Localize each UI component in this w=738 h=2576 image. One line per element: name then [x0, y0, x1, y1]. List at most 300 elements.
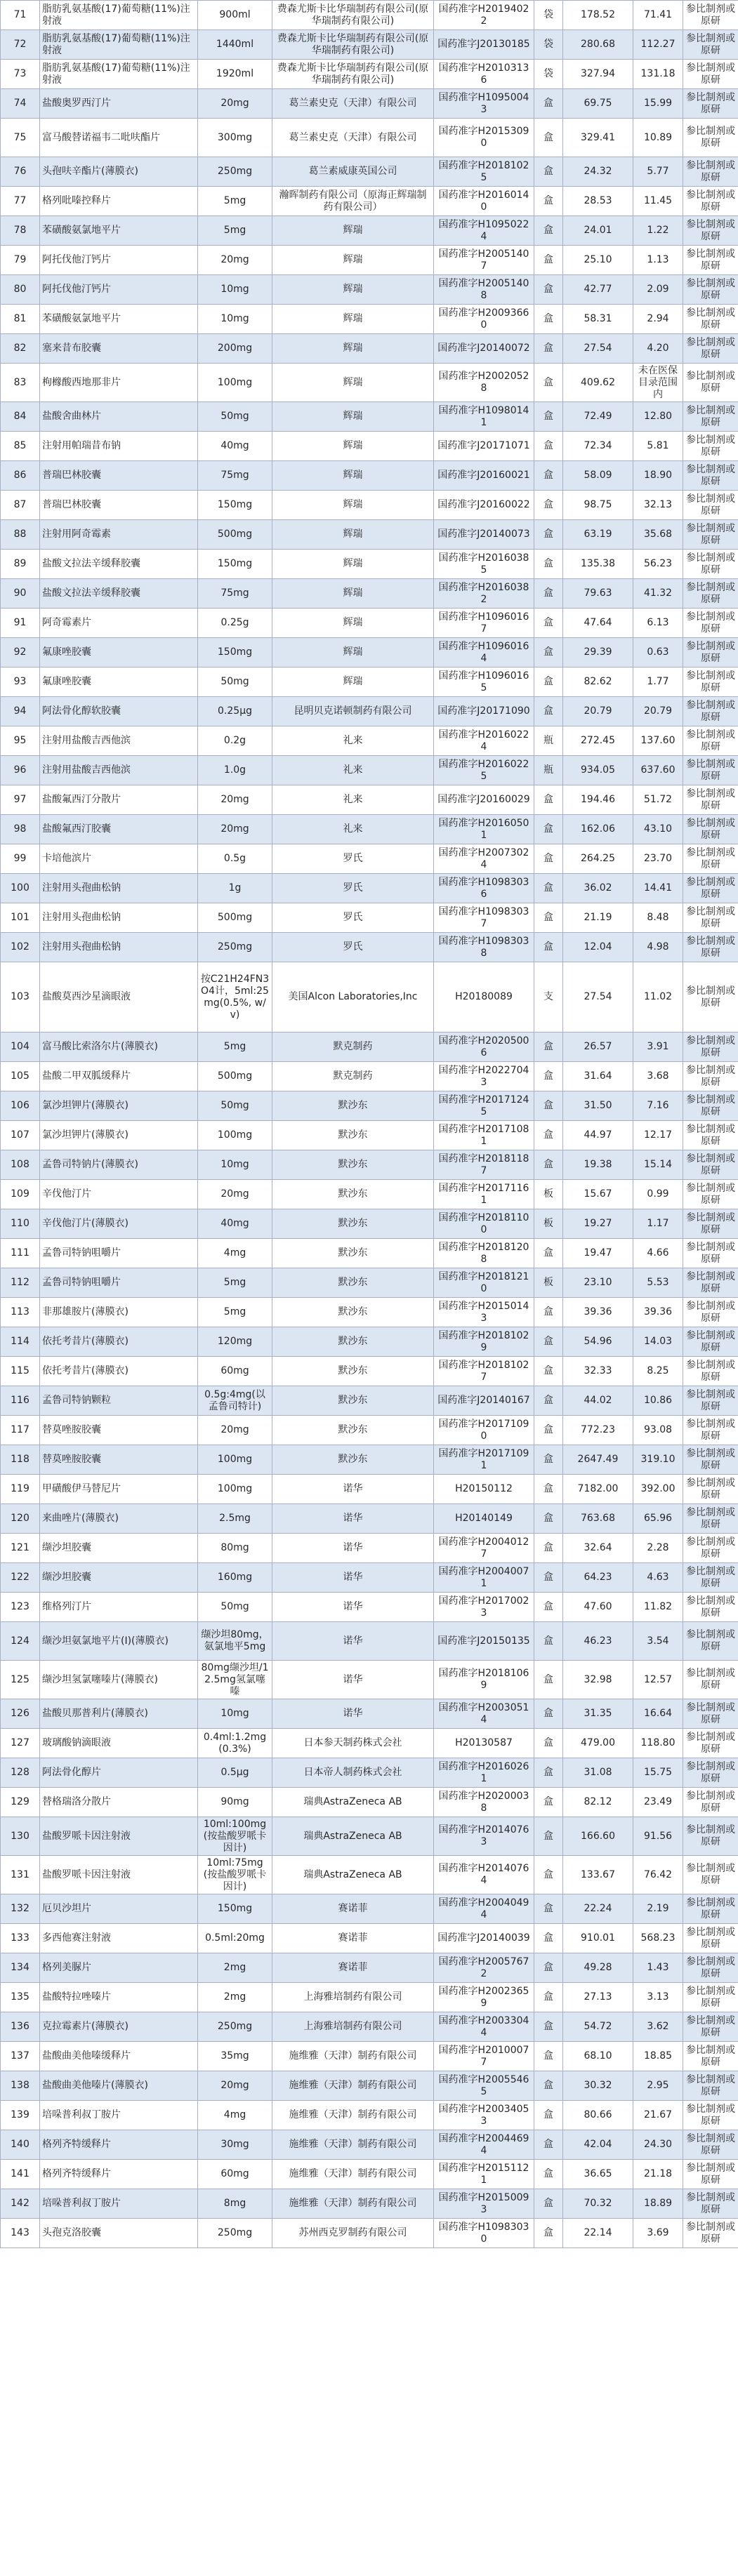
- manufacturer-cell: 施维雅（天津）制药有限公司: [272, 2160, 434, 2189]
- note-cell: 参比制剂或原研: [683, 1239, 738, 1268]
- approval-number-cell: 国药准字H20181210: [434, 1268, 534, 1298]
- table-row: [1, 1758, 738, 1788]
- drug-name-cell: 富马酸比索洛尔片(薄膜衣): [40, 1033, 198, 1062]
- price-cell: 568.23: [633, 1924, 683, 1953]
- unit-cell: 板: [534, 1268, 563, 1298]
- approval-number-cell: 国药准字H20181187: [434, 1150, 534, 1180]
- spec-cell: 100mg: [198, 364, 272, 402]
- price-cell: 19.27: [563, 1209, 633, 1239]
- drug-name-cell: 盐酸曲美他嗪缓释片: [40, 2042, 198, 2071]
- approval-number-cell: 国药准字H20051407: [434, 246, 534, 275]
- approval-number-cell: 国药准字H20181029: [434, 1327, 534, 1357]
- table-row: [1, 785, 738, 815]
- drug-name-cell: 缬沙坦胶囊: [40, 1534, 198, 1563]
- note-cell: 参比制剂或原研: [683, 1924, 738, 1953]
- unit-cell: 盒: [534, 638, 563, 668]
- index-cell: 98: [1, 815, 40, 844]
- price-cell: 118.80: [633, 1729, 683, 1758]
- index-cell: 101: [1, 903, 40, 933]
- note-cell: 参比制剂或原研: [683, 305, 738, 334]
- approval-number-cell: 国药准字H20181208: [434, 1239, 534, 1268]
- index-cell: 114: [1, 1327, 40, 1357]
- spec-cell: 120mg: [198, 1327, 272, 1357]
- manufacturer-cell: 日本参天制药株式会社: [272, 1729, 434, 1758]
- price-cell: 68.10: [563, 2042, 633, 2071]
- note-cell: 参比制剂或原研: [683, 1593, 738, 1622]
- price-cell: 32.64: [563, 1534, 633, 1563]
- price-cell: 28.53: [563, 187, 633, 216]
- approval-number-cell: 国药准字H10983038: [434, 933, 534, 962]
- spec-cell: 150mg: [198, 550, 272, 579]
- spec-cell: 100mg: [198, 1475, 272, 1504]
- drug-name-cell: 多西他赛注射液: [40, 1924, 198, 1953]
- drug-name-cell: 盐酸文拉法辛缓释胶囊: [40, 550, 198, 579]
- index-cell: 95: [1, 726, 40, 756]
- price-cell: 135.38: [563, 550, 633, 579]
- manufacturer-cell: 诺华: [272, 1534, 434, 1563]
- price-cell: 22.24: [563, 1894, 633, 1924]
- drug-name-cell: 卡培他滨片: [40, 844, 198, 874]
- spec-cell: 2mg: [198, 1953, 272, 1983]
- manufacturer-cell: 辉瑞: [272, 216, 434, 246]
- spec-cell: 5mg: [198, 1033, 272, 1062]
- unit-cell: 袋: [534, 30, 563, 60]
- drug-name-cell: 脂肪乳氨基酸(17)葡萄糖(11%)注射液: [40, 30, 198, 60]
- approval-number-cell: 国药准字J20171090: [434, 697, 534, 726]
- index-cell: 90: [1, 579, 40, 609]
- manufacturer-cell: 罗氏: [272, 874, 434, 903]
- drug-name-cell: 培哚普利叔丁胺片: [40, 2101, 198, 2130]
- note-cell: 参比制剂或原研: [683, 2042, 738, 2071]
- table-row: [1, 1445, 738, 1475]
- approval-number-cell: 国药准字H10983030: [434, 2219, 534, 2248]
- note-cell: 参比制剂或原研: [683, 520, 738, 550]
- table-row: [1, 157, 738, 187]
- unit-cell: 盒: [534, 2130, 563, 2160]
- drug-name-cell: 盐酸曲美他嗪片(薄膜衣): [40, 2071, 198, 2101]
- unit-cell: 盒: [534, 1699, 563, 1729]
- manufacturer-cell: 诺华: [272, 1661, 434, 1699]
- table-body: [1, 1, 738, 2248]
- manufacturer-cell: 昆明贝克诺顿制药有限公司: [272, 697, 434, 726]
- approval-number-cell: 国药准字H20150093: [434, 2189, 534, 2219]
- unit-cell: 盒: [534, 1924, 563, 1953]
- index-cell: 115: [1, 1357, 40, 1386]
- price-cell: 3.62: [633, 2012, 683, 2042]
- manufacturer-cell: 默沙东: [272, 1150, 434, 1180]
- price-cell: 280.68: [563, 30, 633, 60]
- table-row: [1, 2101, 738, 2130]
- note-cell: 参比制剂或原研: [683, 1788, 738, 1817]
- price-cell: 11.02: [633, 962, 683, 1033]
- approval-number-cell: 国药准字H10983036: [434, 874, 534, 903]
- table-row: [1, 1416, 738, 1445]
- approval-number-cell: H20130587: [434, 1729, 534, 1758]
- index-cell: 93: [1, 668, 40, 697]
- approval-number-cell: 国药准字H20181027: [434, 1357, 534, 1386]
- spec-cell: 80mg: [198, 1534, 272, 1563]
- approval-number-cell: 国药准字H20181069: [434, 1661, 534, 1699]
- note-cell: 参比制剂或原研: [683, 461, 738, 491]
- note-cell: 参比制剂或原研: [683, 402, 738, 432]
- drug-name-cell: 玻璃酸钠滴眼液: [40, 1729, 198, 1758]
- approval-number-cell: 国药准字H20200038: [434, 1788, 534, 1817]
- approval-number-cell: 国药准字H20160140: [434, 187, 534, 216]
- table-row: [1, 1817, 738, 1856]
- spec-cell: 60mg: [198, 2160, 272, 2189]
- manufacturer-cell: 辉瑞: [272, 550, 434, 579]
- manufacturer-cell: 诺华: [272, 1699, 434, 1729]
- price-cell: 12.17: [633, 1121, 683, 1150]
- price-cell: 82.62: [563, 668, 633, 697]
- approval-number-cell: 国药准字J20130185: [434, 30, 534, 60]
- spec-cell: 50mg: [198, 402, 272, 432]
- index-cell: 86: [1, 461, 40, 491]
- unit-cell: 板: [534, 1180, 563, 1209]
- manufacturer-cell: 默沙东: [272, 1327, 434, 1357]
- spec-cell: 40mg: [198, 432, 272, 461]
- price-cell: 7.16: [633, 1091, 683, 1121]
- drug-name-cell: 克拉霉素片(薄膜衣): [40, 2012, 198, 2042]
- table-row: [1, 2160, 738, 2189]
- index-cell: 134: [1, 1953, 40, 1983]
- drug-name-cell: 格列吡嗪控释片: [40, 187, 198, 216]
- drug-name-cell: 缬沙坦氢氯噻嗪片(薄膜衣): [40, 1661, 198, 1699]
- spec-cell: 250mg: [198, 2012, 272, 2042]
- spec-cell: 0.5ml:20mg: [198, 1924, 272, 1953]
- manufacturer-cell: 罗氏: [272, 903, 434, 933]
- drug-name-cell: 头孢克洛胶囊: [40, 2219, 198, 2248]
- unit-cell: 盒: [534, 334, 563, 364]
- price-cell: 2.94: [633, 305, 683, 334]
- table-row: [1, 1983, 738, 2012]
- unit-cell: 盒: [534, 1856, 563, 1894]
- index-cell: 122: [1, 1563, 40, 1593]
- note-cell: 参比制剂或原研: [683, 1033, 738, 1062]
- index-cell: 99: [1, 844, 40, 874]
- price-cell: 44.02: [563, 1386, 633, 1416]
- manufacturer-cell: 费森尤斯卡比华瑞制药有限公司(原华瑞制药有限公司): [272, 30, 434, 60]
- unit-cell: 盒: [534, 1622, 563, 1661]
- price-cell: 0.99: [633, 1180, 683, 1209]
- spec-cell: 5mg: [198, 187, 272, 216]
- unit-cell: 盒: [534, 520, 563, 550]
- price-cell: 910.01: [563, 1924, 633, 1953]
- price-cell: 31.50: [563, 1091, 633, 1121]
- spec-cell: 0.5g:4mg(以孟鲁司特计): [198, 1386, 272, 1416]
- price-cell: 319.10: [633, 1445, 683, 1475]
- table-row: [1, 1386, 738, 1416]
- spec-cell: 200mg: [198, 334, 272, 364]
- manufacturer-cell: 诺华: [272, 1593, 434, 1622]
- unit-cell: 板: [534, 1209, 563, 1239]
- price-cell: 15.14: [633, 1150, 683, 1180]
- note-cell: 参比制剂或原研: [683, 246, 738, 275]
- approval-number-cell: H20180089: [434, 962, 534, 1033]
- spec-cell: 30mg: [198, 2130, 272, 2160]
- price-cell: 21.67: [633, 2101, 683, 2130]
- table-row: [1, 1953, 738, 1983]
- spec-cell: 4mg: [198, 2101, 272, 2130]
- approval-number-cell: 国药准字H20160501: [434, 815, 534, 844]
- drug-name-cell: 普瑞巴林胶囊: [40, 491, 198, 520]
- table-row: [1, 89, 738, 119]
- index-cell: 137: [1, 2042, 40, 2071]
- price-cell: 15.99: [633, 89, 683, 119]
- note-cell: 参比制剂或原研: [683, 2071, 738, 2101]
- table-row: [1, 2189, 738, 2219]
- table-row: [1, 815, 738, 844]
- unit-cell: 盒: [534, 1534, 563, 1563]
- drug-name-cell: 培哚普利叔丁胺片: [40, 2189, 198, 2219]
- spec-cell: 按C21H24FN3O4计，5ml:25mg(0.5%, w/v): [198, 962, 272, 1033]
- table-row: [1, 1062, 738, 1091]
- index-cell: 72: [1, 30, 40, 60]
- manufacturer-cell: 施维雅（天津）制药有限公司: [272, 2189, 434, 2219]
- table-row: [1, 1699, 738, 1729]
- approval-number-cell: 国药准字H20160224: [434, 726, 534, 756]
- price-cell: 5.81: [633, 432, 683, 461]
- drug-name-cell: 脂肪乳氨基酸(17)葡萄糖(11%)注射液: [40, 1, 198, 30]
- unit-cell: 盒: [534, 305, 563, 334]
- price-cell: 131.18: [633, 60, 683, 89]
- price-cell: 58.09: [563, 461, 633, 491]
- approval-number-cell: 国药准字H20153090: [434, 119, 534, 157]
- drug-name-cell: 甲磺酸伊马替尼片: [40, 1475, 198, 1504]
- price-cell: 23.70: [633, 844, 683, 874]
- manufacturer-cell: 默克制药: [272, 1033, 434, 1062]
- price-cell: 162.06: [563, 815, 633, 844]
- unit-cell: 盒: [534, 2101, 563, 2130]
- table-row: [1, 1327, 738, 1357]
- price-cell: 79.63: [563, 579, 633, 609]
- note-cell: 参比制剂或原研: [683, 2012, 738, 2042]
- unit-cell: 盒: [534, 815, 563, 844]
- price-cell: 19.38: [563, 1150, 633, 1180]
- unit-cell: 盒: [534, 1504, 563, 1534]
- index-cell: 108: [1, 1150, 40, 1180]
- price-cell: 27.54: [563, 334, 633, 364]
- price-cell: 31.64: [563, 1062, 633, 1091]
- manufacturer-cell: 辉瑞: [272, 275, 434, 305]
- drug-name-cell: 塞来昔布胶囊: [40, 334, 198, 364]
- unit-cell: 盒: [534, 275, 563, 305]
- manufacturer-cell: 日本帝人制药株式会社: [272, 1758, 434, 1788]
- price-cell: 7182.00: [563, 1475, 633, 1504]
- price-cell: 2.28: [633, 1534, 683, 1563]
- manufacturer-cell: 辉瑞: [272, 305, 434, 334]
- unit-cell: 瓶: [534, 756, 563, 785]
- drug-name-cell: 盐酸莫西沙星滴眼液: [40, 962, 198, 1033]
- index-cell: 92: [1, 638, 40, 668]
- drug-name-cell: 氯沙坦钾片(薄膜衣): [40, 1121, 198, 1150]
- approval-number-cell: 国药准字J20140072: [434, 334, 534, 364]
- note-cell: 参比制剂或原研: [683, 1563, 738, 1593]
- table-row: [1, 2071, 738, 2101]
- table-row: [1, 756, 738, 785]
- table-row: [1, 432, 738, 461]
- index-cell: 126: [1, 1699, 40, 1729]
- note-cell: 参比制剂或原研: [683, 1357, 738, 1386]
- table-row: [1, 364, 738, 402]
- drug-name-cell: 氟康唑胶囊: [40, 638, 198, 668]
- index-cell: 142: [1, 2189, 40, 2219]
- unit-cell: 盒: [534, 1661, 563, 1699]
- manufacturer-cell: 默沙东: [272, 1091, 434, 1121]
- note-cell: 参比制剂或原研: [683, 1416, 738, 1445]
- spec-cell: 4mg: [198, 1239, 272, 1268]
- price-cell: 4.66: [633, 1239, 683, 1268]
- price-cell: 42.04: [563, 2130, 633, 2160]
- index-cell: 141: [1, 2160, 40, 2189]
- note-cell: 参比制剂或原研: [683, 1209, 738, 1239]
- approval-number-cell: 国药准字H20040127: [434, 1534, 534, 1563]
- unit-cell: 盒: [534, 246, 563, 275]
- price-cell: 392.00: [633, 1475, 683, 1504]
- unit-cell: 盒: [534, 187, 563, 216]
- price-cell: 23.10: [563, 1268, 633, 1298]
- approval-number-cell: 国药准字H20057672: [434, 1953, 534, 1983]
- spec-cell: 250mg: [198, 933, 272, 962]
- index-cell: 128: [1, 1758, 40, 1788]
- approval-number-cell: 国药准字H20171245: [434, 1091, 534, 1121]
- table-row: [1, 60, 738, 89]
- spec-cell: 20mg: [198, 1180, 272, 1209]
- price-cell: 194.46: [563, 785, 633, 815]
- price-cell: 24.30: [633, 2130, 683, 2160]
- unit-cell: 盒: [534, 1121, 563, 1150]
- unit-cell: 盒: [534, 785, 563, 815]
- spec-cell: 150mg: [198, 491, 272, 520]
- index-cell: 83: [1, 364, 40, 402]
- spec-cell: 10mg: [198, 275, 272, 305]
- price-cell: 3.69: [633, 2219, 683, 2248]
- unit-cell: 盒: [534, 903, 563, 933]
- unit-cell: 盒: [534, 874, 563, 903]
- spec-cell: 20mg: [198, 785, 272, 815]
- price-cell: 32.98: [563, 1661, 633, 1699]
- spec-cell: 10mg: [198, 1150, 272, 1180]
- unit-cell: 盒: [534, 1593, 563, 1622]
- note-cell: 参比制剂或原研: [683, 1475, 738, 1504]
- approval-number-cell: 国药准字H10960165: [434, 668, 534, 697]
- unit-cell: 盒: [534, 1062, 563, 1091]
- drug-name-cell: 依托考昔片(薄膜衣): [40, 1357, 198, 1386]
- note-cell: 参比制剂或原研: [683, 1817, 738, 1856]
- table-row: [1, 30, 738, 60]
- manufacturer-cell: 诺华: [272, 1563, 434, 1593]
- manufacturer-cell: 默克制药: [272, 1062, 434, 1091]
- manufacturer-cell: 赛诺菲: [272, 1953, 434, 1983]
- spec-cell: 2.5mg: [198, 1504, 272, 1534]
- approval-number-cell: 国药准字H20160225: [434, 756, 534, 785]
- price-cell: 69.75: [563, 89, 633, 119]
- approval-number-cell: 国药准字J20140039: [434, 1924, 534, 1953]
- index-cell: 85: [1, 432, 40, 461]
- note-cell: 参比制剂或原研: [683, 2160, 738, 2189]
- unit-cell: 盒: [534, 157, 563, 187]
- index-cell: 116: [1, 1386, 40, 1416]
- note-cell: 参比制剂或原研: [683, 2101, 738, 2130]
- note-cell: 参比制剂或原研: [683, 1699, 738, 1729]
- approval-number-cell: 国药准字H20051408: [434, 275, 534, 305]
- manufacturer-cell: 礼来: [272, 815, 434, 844]
- price-cell: 36.02: [563, 874, 633, 903]
- approval-number-cell: 国药准字H20020528: [434, 364, 534, 402]
- index-cell: 125: [1, 1661, 40, 1699]
- price-cell: 98.75: [563, 491, 633, 520]
- spec-cell: 10ml:75mg(按盐酸罗哌卡因计): [198, 1856, 272, 1894]
- drug-name-cell: 盐酸罗哌卡因注射液: [40, 1856, 198, 1894]
- table-row: [1, 668, 738, 697]
- price-cell: 23.49: [633, 1788, 683, 1817]
- manufacturer-cell: 赛诺菲: [272, 1924, 434, 1953]
- unit-cell: 盒: [534, 697, 563, 726]
- drug-name-cell: 孟鲁司特钠片(薄膜衣): [40, 1150, 198, 1180]
- table-row: [1, 844, 738, 874]
- drug-name-cell: 盐酸特拉唑嗪片: [40, 1983, 198, 2012]
- price-cell: 47.64: [563, 609, 633, 638]
- price-cell: 39.36: [563, 1298, 633, 1327]
- index-cell: 79: [1, 246, 40, 275]
- price-cell: 1.22: [633, 216, 683, 246]
- price-cell: 272.45: [563, 726, 633, 756]
- approval-number-cell: 国药准字J20150135: [434, 1622, 534, 1661]
- approval-number-cell: 国药准字H20034053: [434, 2101, 534, 2130]
- approval-number-cell: 国药准字H20140763: [434, 1817, 534, 1856]
- note-cell: 参比制剂或原研: [683, 491, 738, 520]
- unit-cell: 盒: [534, 609, 563, 638]
- price-cell: 12.04: [563, 933, 633, 962]
- price-cell: 0.63: [633, 638, 683, 668]
- manufacturer-cell: 上海雅培制药有限公司: [272, 1983, 434, 2012]
- price-cell: 65.96: [633, 1504, 683, 1534]
- index-cell: 77: [1, 187, 40, 216]
- index-cell: 75: [1, 119, 40, 157]
- price-cell: 82.12: [563, 1788, 633, 1817]
- manufacturer-cell: 辉瑞: [272, 638, 434, 668]
- unit-cell: 盒: [534, 1788, 563, 1817]
- table-row: [1, 2042, 738, 2071]
- spec-cell: 10mg: [198, 1699, 272, 1729]
- price-cell: 18.85: [633, 2042, 683, 2071]
- note-cell: 参比制剂或原研: [683, 815, 738, 844]
- note-cell: 参比制剂或原研: [683, 579, 738, 609]
- table-row: [1, 550, 738, 579]
- drug-name-cell: 注射用帕瑞昔布钠: [40, 432, 198, 461]
- price-cell: 6.13: [633, 609, 683, 638]
- price-cell: 76.42: [633, 1856, 683, 1894]
- table-row: [1, 697, 738, 726]
- note-cell: 参比制剂或原研: [683, 785, 738, 815]
- price-cell: 18.89: [633, 2189, 683, 2219]
- manufacturer-cell: 辉瑞: [272, 432, 434, 461]
- price-cell: 54.96: [563, 1327, 633, 1357]
- spec-cell: 20mg: [198, 1416, 272, 1445]
- manufacturer-cell: 默沙东: [272, 1357, 434, 1386]
- index-cell: 88: [1, 520, 40, 550]
- drug-name-cell: 苯磺酸氨氯地平片: [40, 216, 198, 246]
- price-cell: 1.77: [633, 668, 683, 697]
- table-row: [1, 1661, 738, 1699]
- approval-number-cell: 国药准字H20103136: [434, 60, 534, 89]
- index-cell: 117: [1, 1416, 40, 1445]
- note-cell: 参比制剂或原研: [683, 1268, 738, 1298]
- manufacturer-cell: 施维雅（天津）制药有限公司: [272, 2101, 434, 2130]
- table-row: [1, 1121, 738, 1150]
- price-cell: 19.47: [563, 1239, 633, 1268]
- approval-number-cell: 国药准字J20140073: [434, 520, 534, 550]
